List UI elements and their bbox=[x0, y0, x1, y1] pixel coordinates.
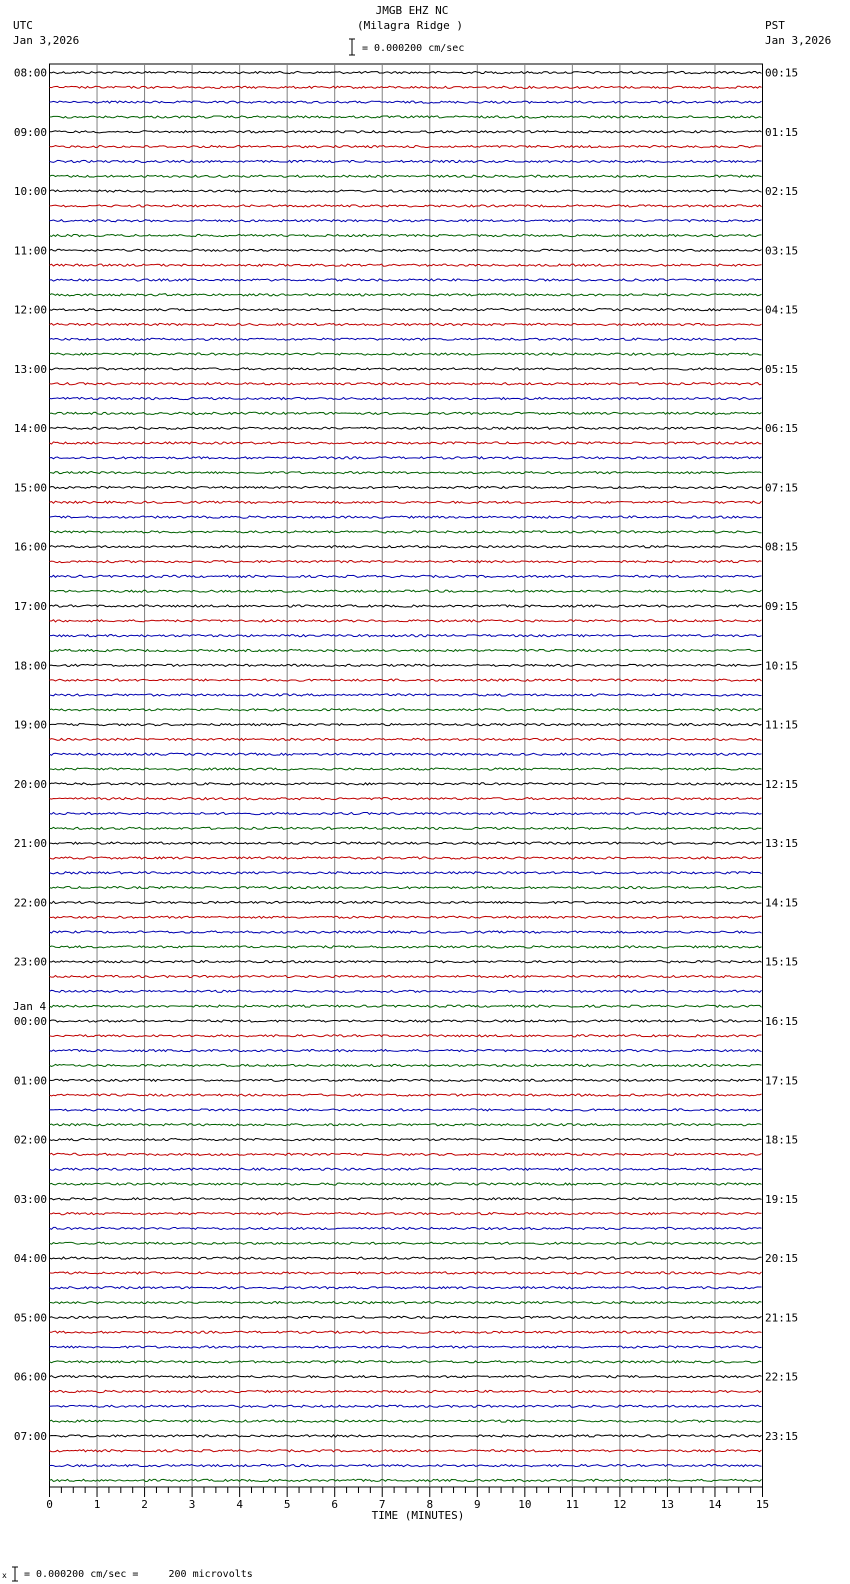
trace-line bbox=[50, 1301, 762, 1303]
utc-hour-label: 15:00 bbox=[13, 481, 47, 495]
pst-hour-label: 15:15 bbox=[765, 955, 799, 969]
utc-hour-label: 18:00 bbox=[13, 659, 47, 673]
x-tick-label: 9 bbox=[473, 1498, 481, 1511]
site-name: (Milagra Ridge ) bbox=[357, 19, 463, 32]
trace-line bbox=[50, 1064, 762, 1066]
trace-line bbox=[50, 857, 762, 859]
trace-line bbox=[50, 1005, 762, 1007]
trace-line bbox=[50, 264, 762, 266]
trace-line bbox=[50, 131, 762, 133]
pst-hour-label: 10:15 bbox=[765, 659, 799, 673]
trace-line bbox=[50, 427, 762, 429]
trace-line bbox=[50, 798, 762, 800]
pst-hour-label: 00:15 bbox=[765, 66, 799, 80]
pst-hour-label: 03:15 bbox=[765, 244, 799, 258]
trace-line bbox=[50, 1331, 762, 1333]
trace-line bbox=[50, 1035, 762, 1037]
trace-line bbox=[50, 649, 762, 651]
pst-label: PST bbox=[765, 19, 785, 32]
trace-line bbox=[50, 990, 762, 992]
utc-hour-label: 12:00 bbox=[13, 303, 47, 317]
pst-hour-label: 16:15 bbox=[765, 1014, 799, 1028]
x-axis-label: TIME (MINUTES) bbox=[371, 1509, 465, 1522]
trace-line bbox=[50, 412, 762, 414]
pst-hour-label: 14:15 bbox=[765, 896, 799, 910]
trace-line bbox=[50, 842, 762, 844]
trace-line bbox=[50, 1316, 762, 1318]
trace-line bbox=[50, 605, 762, 607]
trace-line bbox=[50, 709, 762, 711]
trace-line bbox=[50, 294, 762, 296]
trace-line bbox=[50, 472, 762, 474]
trace-line bbox=[50, 1153, 762, 1155]
trace-line bbox=[50, 1405, 762, 1407]
trace-line bbox=[50, 1020, 762, 1022]
pst-hour-label: 05:15 bbox=[765, 362, 799, 376]
pst-hour-label: 08:15 bbox=[765, 540, 799, 554]
trace-line bbox=[50, 812, 762, 814]
date-change-label: Jan 4 bbox=[13, 1000, 47, 1014]
trace-line bbox=[50, 590, 762, 592]
footer-scale-bar-icon bbox=[11, 1566, 19, 1582]
trace-line bbox=[50, 71, 762, 73]
utc-hour-label: 19:00 bbox=[13, 718, 47, 732]
trace-line bbox=[50, 679, 762, 681]
utc-date: Jan 3,2026 bbox=[13, 34, 80, 47]
trace-line bbox=[50, 397, 762, 399]
trace-line bbox=[50, 383, 762, 385]
trace-line bbox=[50, 190, 762, 192]
trace-line bbox=[50, 442, 762, 444]
trace-line bbox=[50, 783, 762, 785]
trace-line bbox=[50, 86, 762, 88]
trace-line bbox=[50, 738, 762, 740]
x-tick-label: 8 bbox=[426, 1498, 434, 1511]
x-tick-label: 5 bbox=[283, 1498, 291, 1511]
trace-line bbox=[50, 116, 762, 118]
x-tick-label: 6 bbox=[331, 1498, 339, 1511]
trace-line bbox=[50, 101, 762, 103]
pst-hour-label: 11:15 bbox=[765, 718, 799, 732]
x-tick-label: 12 bbox=[613, 1498, 627, 1511]
trace-line bbox=[50, 1124, 762, 1126]
trace-line bbox=[50, 1420, 762, 1422]
trace-line bbox=[50, 560, 762, 562]
trace-line bbox=[50, 323, 762, 325]
footer-marker: x bbox=[2, 1571, 7, 1580]
trace-line bbox=[50, 160, 762, 162]
pst-hour-label: 04:15 bbox=[765, 303, 799, 317]
utc-hour-label: 17:00 bbox=[13, 600, 47, 614]
trace-line bbox=[50, 1479, 762, 1481]
pst-hour-label: 22:15 bbox=[765, 1370, 799, 1384]
utc-hour-label: 06:00 bbox=[13, 1370, 47, 1384]
trace-line bbox=[50, 501, 762, 503]
trace-line bbox=[50, 827, 762, 829]
scale-label: = 0.000200 cm/sec bbox=[362, 43, 465, 54]
trace-line bbox=[50, 368, 762, 370]
pst-hour-label: 07:15 bbox=[765, 481, 799, 495]
trace-line bbox=[50, 146, 762, 148]
trace-line bbox=[50, 205, 762, 207]
trace-line bbox=[50, 664, 762, 666]
trace-line bbox=[50, 249, 762, 251]
station-title: JMGB EHZ NC bbox=[375, 4, 449, 17]
utc-hour-label: 13:00 bbox=[13, 362, 47, 376]
trace-line bbox=[50, 901, 762, 903]
utc-hour-label: 03:00 bbox=[13, 1192, 47, 1206]
trace-line bbox=[50, 1183, 762, 1185]
trace-line bbox=[50, 531, 762, 533]
trace-line bbox=[50, 1227, 762, 1229]
trace-line bbox=[50, 1079, 762, 1081]
trace-line bbox=[50, 872, 762, 874]
pst-date: Jan 3,2026 bbox=[765, 34, 832, 47]
trace-line bbox=[50, 546, 762, 548]
trace-line bbox=[50, 1050, 762, 1052]
trace-line bbox=[50, 175, 762, 177]
trace-line bbox=[50, 1242, 762, 1244]
x-tick-label: 15 bbox=[755, 1498, 770, 1511]
trace-line bbox=[50, 1464, 762, 1466]
pst-hour-label: 06:15 bbox=[765, 422, 799, 436]
trace-line bbox=[50, 279, 762, 281]
trace-line bbox=[50, 575, 762, 577]
pst-hour-label: 17:15 bbox=[765, 1074, 799, 1088]
utc-hour-label: 05:00 bbox=[13, 1311, 47, 1325]
trace-line bbox=[50, 353, 762, 355]
utc-hour-label: 00:00 bbox=[13, 1014, 47, 1028]
x-tick-label: 4 bbox=[236, 1498, 243, 1511]
x-tick-label: 0 bbox=[46, 1498, 53, 1511]
pst-hour-label: 19:15 bbox=[765, 1192, 799, 1206]
utc-hour-label: 16:00 bbox=[13, 540, 47, 554]
trace-line bbox=[50, 931, 762, 933]
x-tick-label: 1 bbox=[93, 1498, 101, 1511]
trace-line bbox=[50, 916, 762, 918]
trace-line bbox=[50, 1094, 762, 1096]
trace-line bbox=[50, 234, 762, 236]
footer-scale-label: = 0.000200 cm/sec = 200 microvolts bbox=[24, 1569, 253, 1580]
utc-hour-label: 07:00 bbox=[13, 1429, 47, 1443]
pst-hour-label: 12:15 bbox=[765, 777, 799, 791]
trace-line bbox=[50, 975, 762, 977]
trace-line bbox=[50, 620, 762, 622]
trace-line bbox=[50, 1450, 762, 1452]
trace-line bbox=[50, 309, 762, 311]
trace-line bbox=[50, 1213, 762, 1215]
utc-hour-label: 04:00 bbox=[13, 1252, 47, 1266]
utc-hour-label: 22:00 bbox=[13, 896, 47, 910]
trace-line bbox=[50, 753, 762, 755]
pst-hour-label: 01:15 bbox=[765, 125, 799, 139]
trace-line bbox=[50, 961, 762, 963]
utc-label: UTC bbox=[13, 19, 33, 32]
trace-line bbox=[50, 1138, 762, 1140]
trace-line bbox=[50, 516, 762, 518]
trace-line bbox=[50, 887, 762, 889]
pst-hour-label: 09:15 bbox=[765, 600, 799, 614]
x-tick-label: 7 bbox=[378, 1498, 386, 1511]
pst-hour-label: 23:15 bbox=[765, 1429, 799, 1443]
trace-line bbox=[50, 486, 762, 488]
pst-hour-label: 21:15 bbox=[765, 1311, 799, 1325]
trace-line bbox=[50, 457, 762, 459]
utc-hour-label: 02:00 bbox=[13, 1133, 47, 1147]
trace-line bbox=[50, 220, 762, 222]
trace-line bbox=[50, 694, 762, 696]
pst-hour-label: 18:15 bbox=[765, 1133, 799, 1147]
trace-line bbox=[50, 1361, 762, 1363]
pst-hour-label: 02:15 bbox=[765, 185, 799, 199]
trace-line bbox=[50, 1435, 762, 1437]
x-tick-label: 14 bbox=[708, 1498, 722, 1511]
utc-hour-label: 09:00 bbox=[13, 125, 47, 139]
utc-hour-label: 10:00 bbox=[13, 185, 47, 199]
pst-hour-label: 20:15 bbox=[765, 1252, 799, 1266]
trace-line bbox=[50, 635, 762, 637]
x-tick-label: 2 bbox=[141, 1498, 148, 1511]
utc-hour-label: 23:00 bbox=[13, 955, 47, 969]
trace-line bbox=[50, 1376, 762, 1378]
x-tick-label: 11 bbox=[565, 1498, 579, 1511]
trace-line bbox=[50, 1346, 762, 1348]
trace-line bbox=[50, 1257, 762, 1259]
utc-hour-label: 14:00 bbox=[13, 422, 47, 436]
utc-hour-label: 11:00 bbox=[13, 244, 47, 258]
utc-hour-label: 21:00 bbox=[13, 837, 47, 851]
pst-hour-label: 13:15 bbox=[765, 837, 799, 851]
x-tick-label: 10 bbox=[518, 1498, 532, 1511]
trace-line bbox=[50, 946, 762, 948]
trace-line bbox=[50, 768, 762, 770]
trace-line bbox=[50, 1287, 762, 1289]
trace-line bbox=[50, 1109, 762, 1111]
trace-line bbox=[50, 1198, 762, 1200]
trace-line bbox=[50, 1272, 762, 1274]
x-tick-label: 3 bbox=[188, 1498, 196, 1511]
trace-line bbox=[50, 723, 762, 725]
utc-hour-label: 08:00 bbox=[13, 66, 47, 80]
x-tick-label: 13 bbox=[660, 1498, 675, 1511]
utc-hour-label: 20:00 bbox=[13, 777, 47, 791]
utc-hour-label: 01:00 bbox=[13, 1074, 47, 1088]
trace-line bbox=[50, 1390, 762, 1392]
trace-line bbox=[50, 338, 762, 340]
trace-line bbox=[50, 1168, 762, 1170]
